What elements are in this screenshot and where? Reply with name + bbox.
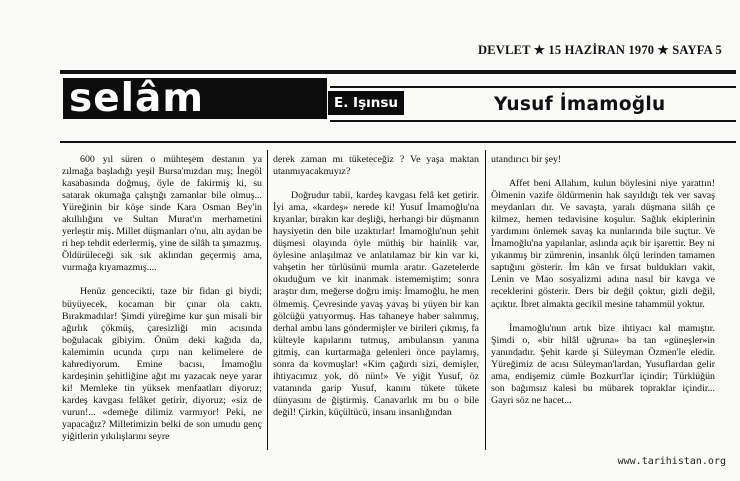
article-column-3 <box>491 154 715 407</box>
header-bottom-rule <box>330 120 736 122</box>
top-rule <box>60 70 736 74</box>
paragraph: Doğrudur tabii, kardeş kavgası felâ ket getirir. İyi ama, «kardeş» nerede ki! Yusuf İmamoğlu'na kıyanlar, bırakın kar deşliği, herhangi bir düşmanın haysiyetin den bile uzaktırlar! İmamoğlu'nun şehit düşmesi olayında öyle müthiş bir hainlik var, öylesine anlaşılmaz ve anlatılamaz bir kin var ki, vahşetin her türlüsünü mumla aratır. Gazetelerde okuduğum ve kit inanmak istememiştim; sonra araştır dım, meğerse doğru imiş: İmamoğlu, he men ölmemiş. Çevresinde yavaş yavaş bi yüyen bir kan gölcüğü yatıyormuş. Has tahaneye haber salınmış, derhal ambu lans göndermişler ve birileri çıkmış, fa külteyle kapılarını tutmuş, ambulansın yanına gitmiş, can kurtarmağa gelenleri önce paylamış, sonra da kovmuşlar! «Kim çağırdı sizi, demişler, ihtiyacımız yok, dö nün!» Ve yiğit Yusuf, öz vatanında garip Yusuf, kanını tükete tükete dünyasını de ğiştirmiş. Canavarlık mı bu o bile değil! Çirkin, küçültücü, insanı insanlığından <box>273 190 479 418</box>
paragraph: 600 yıl süren o mühteşem destanın ya zılmağa başladığı yeşil Bursa'mızdan mış; İnegöl kasabasında doğmuş, öyle de fakirmiş ki, su satarak okumağa çalıştığı zamanlar bile olmuş... Yüreğinin bir köşe sinde Kara Osman Bey'in akıllılığını ve Sultan Murat'ın merhametini yerleştir miş. Millet düşmanları o'nu, altı aydan be ri hep tehdit ederlermiş, yine de silâh ta şımazmış. Öldürüleceği sık sık aklından geçermiş ama, vurmağa kıyamazmış.... <box>62 154 262 274</box>
column-divider <box>485 150 486 450</box>
newspaper-masthead: DEVLET ★ 15 HAZİRAN 1970 ★ SAYFA 5 <box>478 43 722 57</box>
article-headline: Yusuf İmamoğlu <box>494 94 666 115</box>
paragraph: Affet beni Allahım, kulun böylesini niye yarattın! Ölmenin vazife öldürmenin hak sayıldığı tek ver savaş meydanları dır. Ve savaşta, yaralı düşmana silâh çe kilmez, hemen tedavisine koşulur. Sağlık ekiplerinin yardımını önlemek savaş ka nunlarında bile suçtur. Ve İmamoğlu'na yapılanlar, aslında açık bir işarettir. Bey ni yıkanmış bir zümrenin, insanlık ölçü lerinden tamamen saptığını gösterir. İm kân ve fırsat buldukları vakit, Lenin ve Mao sosyalizmi adına nasıl bir kavga ve receklerini gösterir. Ders bir değil çoktur, gizli değil, açıktır. İbret almakta gecikil mesine tahammül yoktur. <box>491 178 715 310</box>
paragraph: derek zaman mı tüketeceğiz ? Ve yaşa maktan utanmıyacakmıyız? <box>273 154 479 178</box>
article-column-2 <box>273 154 479 419</box>
paragraph: utandırıcı bir şey! <box>491 154 562 165</box>
article-top-rule <box>60 141 736 143</box>
paragraph: İmamoğlu'nun artık bize ihtiyacı kal mamıştır. Şimdi o, «bir hilâl uğruna» ba tan «güneşler»in yanındadır. Şehit karde şi Süleyman Özmen'le eledir. Yüreğimiz de acısı Süleyman'lardan, Yusuflardan gelir ama, endişemiz cümle Bozkurt'lar içindir; Türklüğün son bağımsız kalesi bu mübarek topraklar içindir... Gayri söz ne hacet... <box>491 322 715 406</box>
website-watermark: www.tarihistan.org <box>617 456 726 467</box>
author-byline-badge: E. Işınsu <box>328 91 404 115</box>
paragraph: Henüz gencecikti, taze bir fidan gi biydi; büyüyecek, kocaman bir çınar ola caktı. Bırakmadılar! Şimdi yüreğime kur şun misali bir ağırlık çökmüş, çaresizliği min acısında boğulacak gibiyim. Önüm deki kağıda da, kalemimin ucunda çırpı nan kelimelere de kahrediyorum. Emine bacısı, İmamoğlu kardeşinin şehitliğine ağıt mı yazacak neye yarar ki! Memleke tin yüksek menfaatları diyoruz; kardeş kavgası felâket getirir, diyoruz; «siz de vurun!... «demeğe dilimiz varmıyor! Peki, ne yapacağız? Milletimizin belki de son umudu genç yiğitlerin yıkılışlarını seyre <box>62 286 262 443</box>
column-divider <box>267 150 268 450</box>
header-rule <box>330 86 736 88</box>
column-logo: selâm <box>63 78 327 119</box>
article-column-1 <box>62 154 262 443</box>
